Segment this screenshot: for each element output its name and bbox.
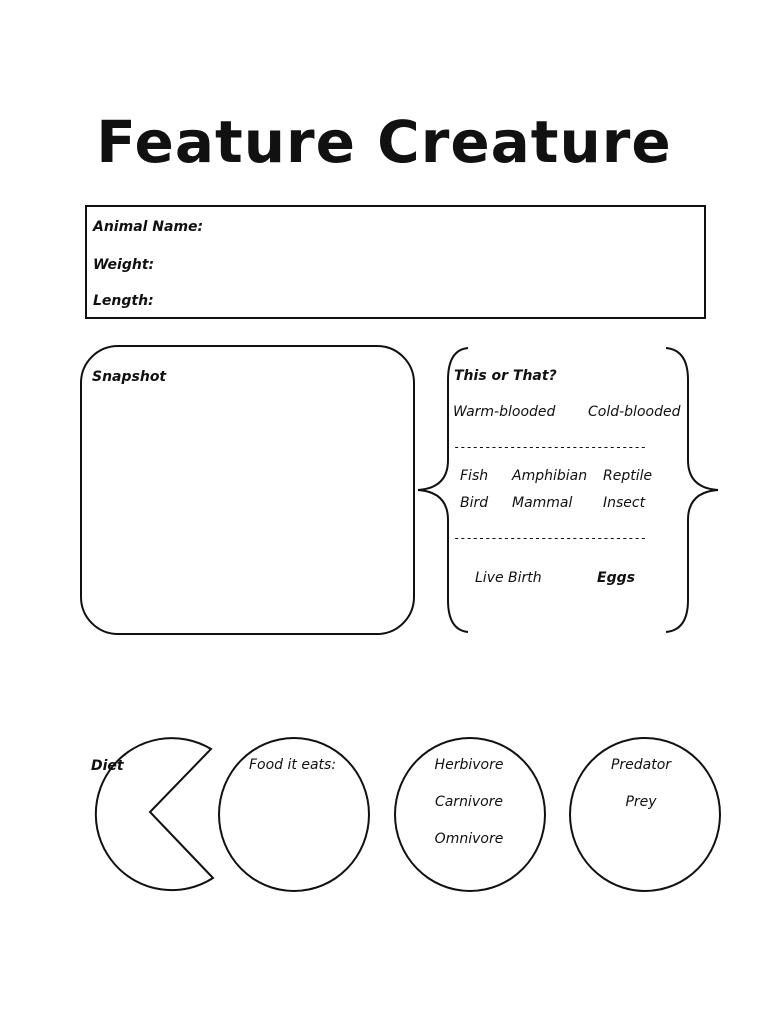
live-birth-option: Live Birth <box>475 570 542 586</box>
snapshot-box <box>80 345 415 635</box>
snapshot-label: Snapshot <box>92 369 167 385</box>
class-mammal: Mammal <box>512 495 573 511</box>
herbivore-option: Herbivore <box>434 757 504 773</box>
predator-option: Predator <box>610 757 672 773</box>
animal-info-box <box>85 205 706 319</box>
class-bird: Bird <box>460 495 489 511</box>
weight-label: Weight: <box>93 257 155 273</box>
food-label: Food it eats: <box>249 757 337 773</box>
class-amphibian: Amphibian <box>512 468 588 484</box>
left-brace <box>418 348 468 632</box>
omnivore-option: Omnivore <box>434 831 504 847</box>
animal-name-label: Animal Name: <box>93 219 204 235</box>
eggs-option: Eggs <box>597 570 635 586</box>
this-or-that-heading: This or That? <box>454 368 557 384</box>
class-fish: Fish <box>460 468 489 484</box>
page-title: Feature Creature <box>96 108 672 176</box>
prey-option: Prey <box>625 794 657 810</box>
diet-label: Diet <box>91 758 124 774</box>
class-insect: Insect <box>603 495 646 511</box>
divider-bottom: ------------------------------- <box>453 531 646 545</box>
divider-top: ------------------------------- <box>453 440 646 454</box>
cold-blooded-option: Cold-blooded <box>588 404 681 420</box>
carnivore-option: Carnivore <box>434 794 504 810</box>
length-label: Length: <box>93 293 154 309</box>
warm-blooded-option: Warm-blooded <box>453 404 556 420</box>
class-reptile: Reptile <box>603 468 653 484</box>
right-brace <box>666 348 718 632</box>
